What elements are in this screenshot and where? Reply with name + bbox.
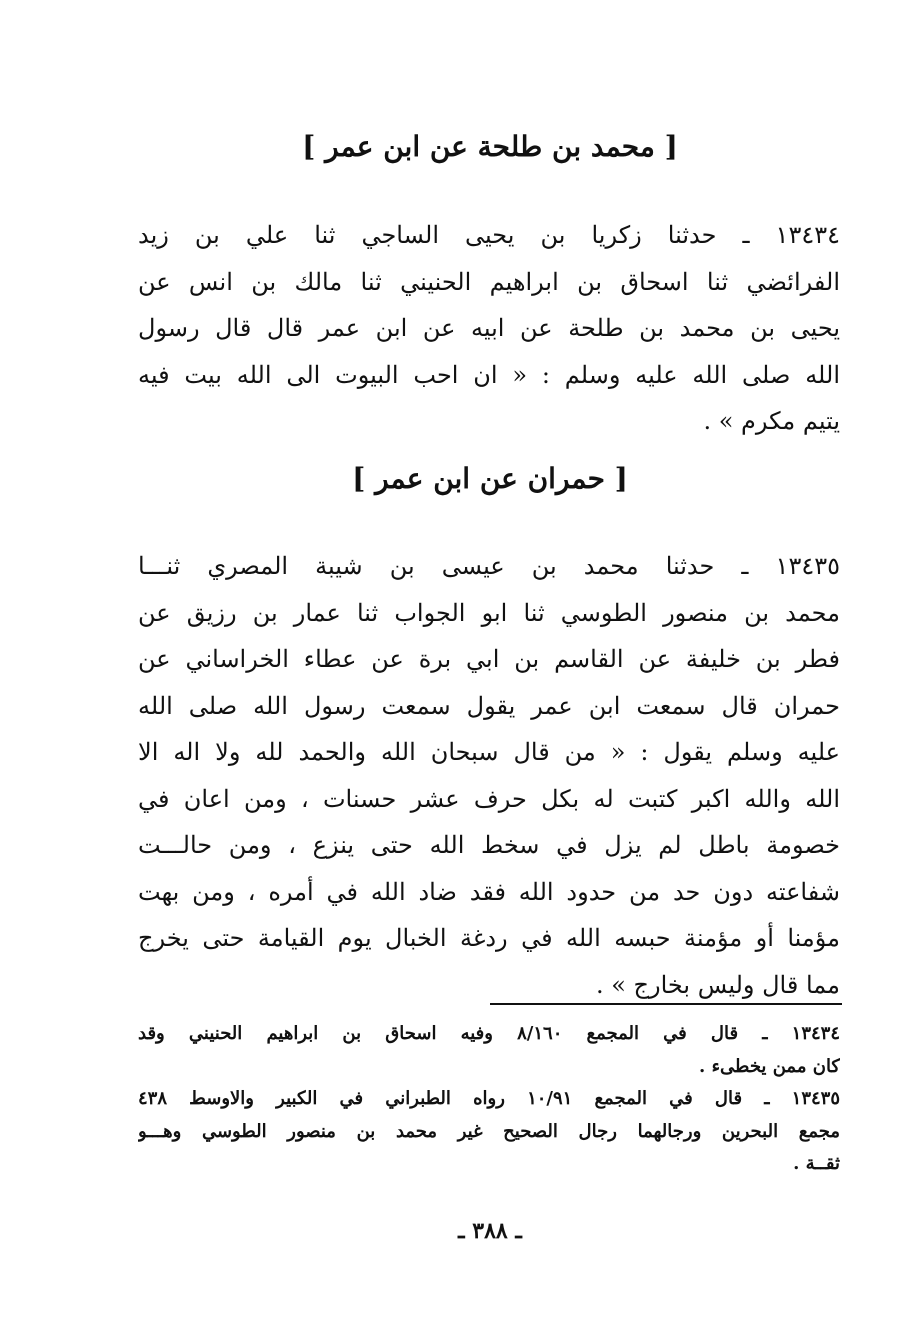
footnote-line: كان ممن يخطىء . [699,1055,840,1077]
section-heading-muhammad-ibn-talha: [ محمد بن طلحة عن ابن عمر ] [302,130,678,163]
text-line: مما قال وليس بخارج » . [595,970,840,999]
footnote-separator [490,1003,842,1005]
text-line: مؤمنا أو مؤمنة حبسه الله في ردغة الخبال يوم القيامة حتى يخرج [138,924,840,952]
footnote-line: ١٣٤٣٥ ـ قال في المجمع ١٠/٩١ رواه الطبراني في الكبير والاوسط ٤٣٨ [138,1088,840,1109]
text-line: حمران قال سمعت ابن عمر يقول سمعت رسول الله صلى الله [138,691,840,720]
text-line: يتيم مكرم » . [703,407,840,435]
text-line: الفرائضي ثنا اسحاق بن ابراهيم الحنيني ثنا مالك بن انس عن [138,267,840,296]
section-heading-humran: [ حمران عن ابن عمر ] [352,462,628,495]
page-number: ـ ٣٨٨ ـ [458,1218,522,1244]
text-line: محمد بن منصور الطوسي ثنا ابو الجواب ثنا عمار بن رزيق عن [138,598,840,627]
text-line: عليه وسلم يقول : « من قال سبحان الله والحمد لله ولا اله الا [138,738,840,766]
footnotes [138,1018,840,1181]
text-line: شفاعته دون حد من حدود الله فقد ضاد الله في أمره ، ومن بهت [138,877,840,906]
text-line: الله صلى الله عليه وسلم : « ان احب البيوت الى الله بيت فيه [138,360,840,389]
footnote-line: ١٣٤٣٤ ـ قال في المجمع ٨/١٦٠ وفيه اسحاق بن ابراهيم الحنيني وقد [138,1023,840,1044]
text-line: ١٣٤٣٤ ـ حدثنا زكريا بن يحيى الساجي ثنا علي بن زيد [138,221,840,249]
footnote-line: مجمع البحرين ورجالهما رجال الصحيح غير محمد بن منصور الطوسي وهـــو [138,1120,840,1142]
hadith-13435-text [138,543,840,1008]
text-line: ١٣٤٣٥ ـ حدثنا محمد بن عيسى بن شيبة المصري ثنـــا [138,552,840,580]
text-line: الله والله اكبر كتبت له بكل حرف عشر حسنات ، ومن اعان في [138,784,840,813]
text-line: يحيى بن محمد بن طلحة عن ابيه عن ابن عمر قال قال رسول [138,314,840,342]
footnote-line: ثقــة . [793,1153,840,1174]
text-line: فطر بن خليفة عن القاسم بن ابي برة عن عطاء الخراساني عن [138,645,840,673]
text-line: خصومة باطل لم يزل في سخط الله حتى ينزع ، ومن حالـــت [138,831,840,859]
hadith-13434-text [138,212,840,445]
